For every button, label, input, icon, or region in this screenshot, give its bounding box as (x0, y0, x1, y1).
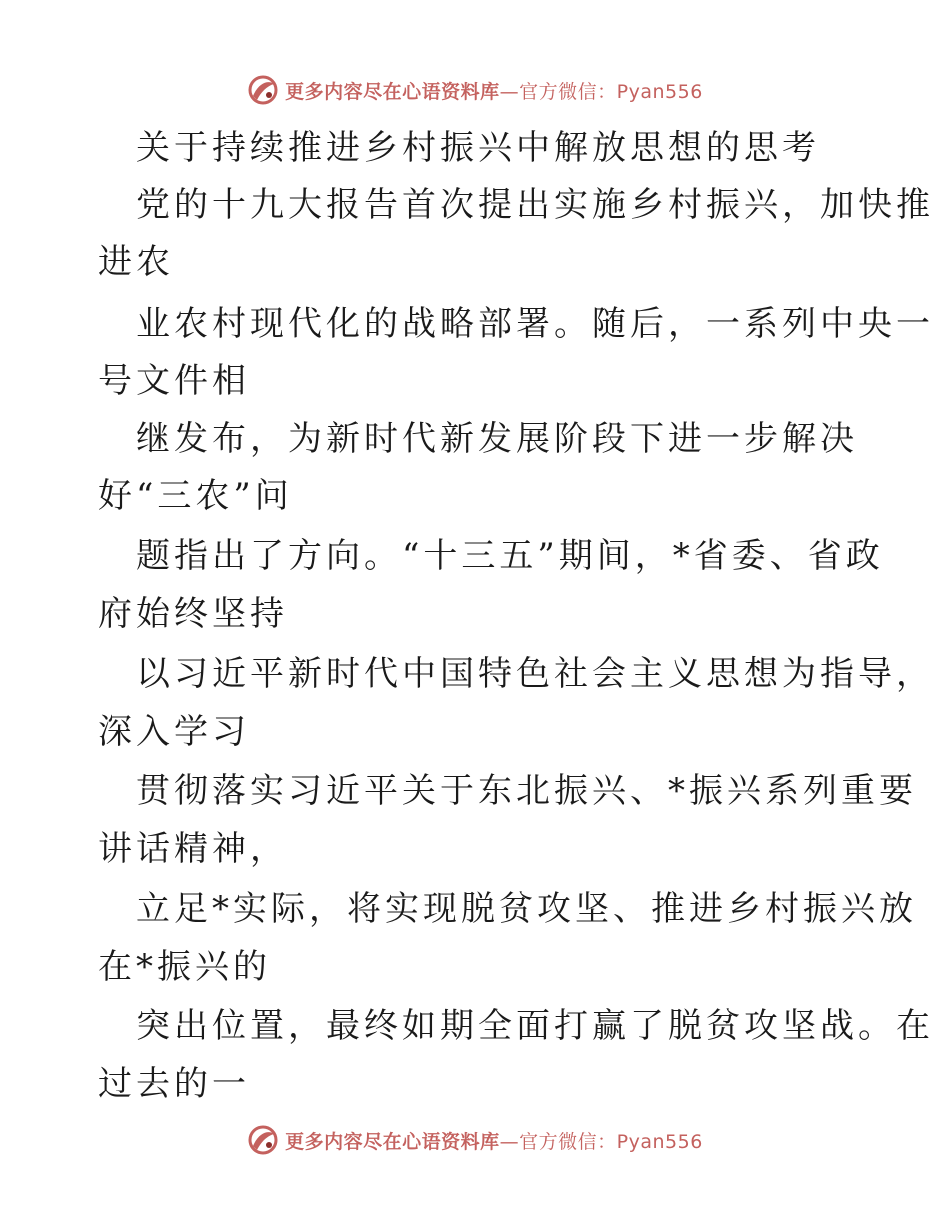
footer-watermark-contact: 官方微信：Pyan556 (519, 1130, 703, 1153)
text-line: 号文件相 (98, 361, 250, 401)
footer-watermark-banner (0, 1120, 950, 1160)
header-watermark-contact: 官方微信：Pyan556 (519, 80, 703, 103)
text-line: 党的十九大报告首次提出实施乡村振兴，加快推 (136, 185, 934, 225)
text-line: 立足*实际，将实现脱贫攻坚、推进乡村振兴放 (136, 889, 917, 929)
text-line: 突出位置，最终如期全面打赢了脱贫攻坚战。在 (136, 1006, 934, 1046)
document-title: 关于持续推进乡村振兴中解放思想的思考 (136, 128, 820, 168)
text-line: 题指出了方向。“十三五”期间，*省委、省政 (136, 536, 884, 576)
text-line: 深入学习 (98, 712, 250, 752)
text-line: 进农 (98, 242, 174, 282)
text-line: 讲话精神， (98, 829, 288, 869)
text-line: 继发布，为新时代新发展阶段下进一步解决 (136, 419, 858, 459)
header-watermark-text (285, 77, 703, 104)
header-watermark-main: 更多内容尽在心语资料库 (285, 80, 500, 103)
text-line: 好“三农”问 (98, 476, 293, 516)
footer-watermark-text (285, 1127, 703, 1154)
footer-watermark-separator: — (499, 1130, 520, 1153)
text-line: 贯彻落实习近平关于东北振兴、*振兴系列重要 (136, 771, 917, 811)
text-line: 府始终坚持 (98, 594, 288, 634)
text-line: 在*振兴的 (98, 947, 271, 987)
text-line: 业农村现代化的战略部署。随后，一系列中央一 (136, 304, 934, 344)
brush-swirl-logo-icon (247, 74, 279, 106)
text-line: 过去的一 (98, 1064, 250, 1104)
header-watermark-banner (0, 70, 950, 110)
header-watermark-separator: — (499, 80, 520, 103)
footer-watermark-main: 更多内容尽在心语资料库 (285, 1130, 500, 1153)
text-line: 以习近平新时代中国特色社会主义思想为指导， (136, 654, 934, 694)
brush-swirl-logo-icon (247, 1124, 279, 1156)
